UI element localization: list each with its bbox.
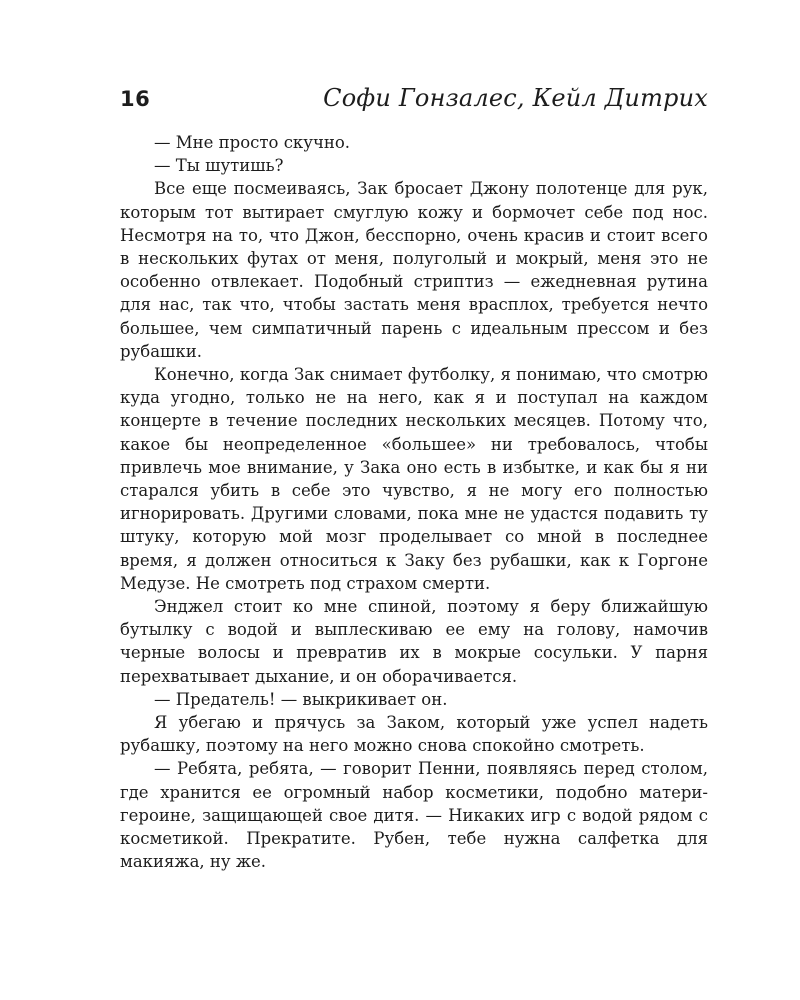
paragraph: Я убегаю и прячусь за Заком, который уже успел надеть рубашку, поэтому на него можно снова спокойно смотреть. <box>120 713 708 756</box>
paragraph: — Ты шутишь? <box>154 156 284 176</box>
paragraph: — Ребята, ребята, — говорит Пенни, появляясь перед столом, где хранится ее огромный набор косметики, подобно матери-героине, защищающей свое дитя. — Никаких игр с водой рядом с косметикой. Прекратите. Рубен, тебе нужна салфетка для макияжа, ну же. <box>120 759 708 872</box>
page-number: 16 <box>120 87 151 111</box>
paragraph: — Предатель! — выкрикивает он. <box>154 689 448 709</box>
paragraph: Все еще посмеиваясь, Зак бросает Джону полотенце для рук, которым тот вытирает смуглую кожу и бормочет себе под нос. Несмотря на то, что Джон, бесспорно, очень красив и стоит всего в нескольких футах от меня, полуголый и мокрый, меня это не особенно отвлекает. Подобный стриптиз — ежедневная рутина для нас, так что, чтобы застать меня врасплох, требуется нечто большее, чем симпатичный парень с идеальным прессом и без рубашки. <box>120 179 708 361</box>
body-text <box>120 131 708 874</box>
paragraph: Энджел стоит ко мне спиной, поэтому я беру ближайшую бутылку с водой и выплескиваю ее ему на голову, намочив черные волосы и превратив их в мокрые сосульки. У парня перехватывает дыхание, и он оборачивается. <box>120 597 708 686</box>
running-head <box>120 84 708 116</box>
paragraph: Конечно, когда Зак снимает футболку, я понимаю, что смотрю куда угодно, только не на него, как я и поступал на каждом концерте в течение последних нескольких месяцев. Потому что, какое бы неопределенное «большее» ни требовалось, чтобы привлечь мое внимание, у Зака оно есть в избытке, и как бы я ни старался убить в себе это чувство, я не могу его полностью игнорировать. Другими словами, пока мне не удастся подавить ту штуку, которую мой мозг проделывает со мной в последнее время, я должен относиться к Заку без рубашки, как к Горгоне Медузе. Не смотреть под страхом смерти. <box>120 365 708 593</box>
book-authors-header: Софи Гонзалес, Кейл Дитрих <box>323 84 708 112</box>
paragraph: — Мне просто скучно. <box>154 133 351 152</box>
